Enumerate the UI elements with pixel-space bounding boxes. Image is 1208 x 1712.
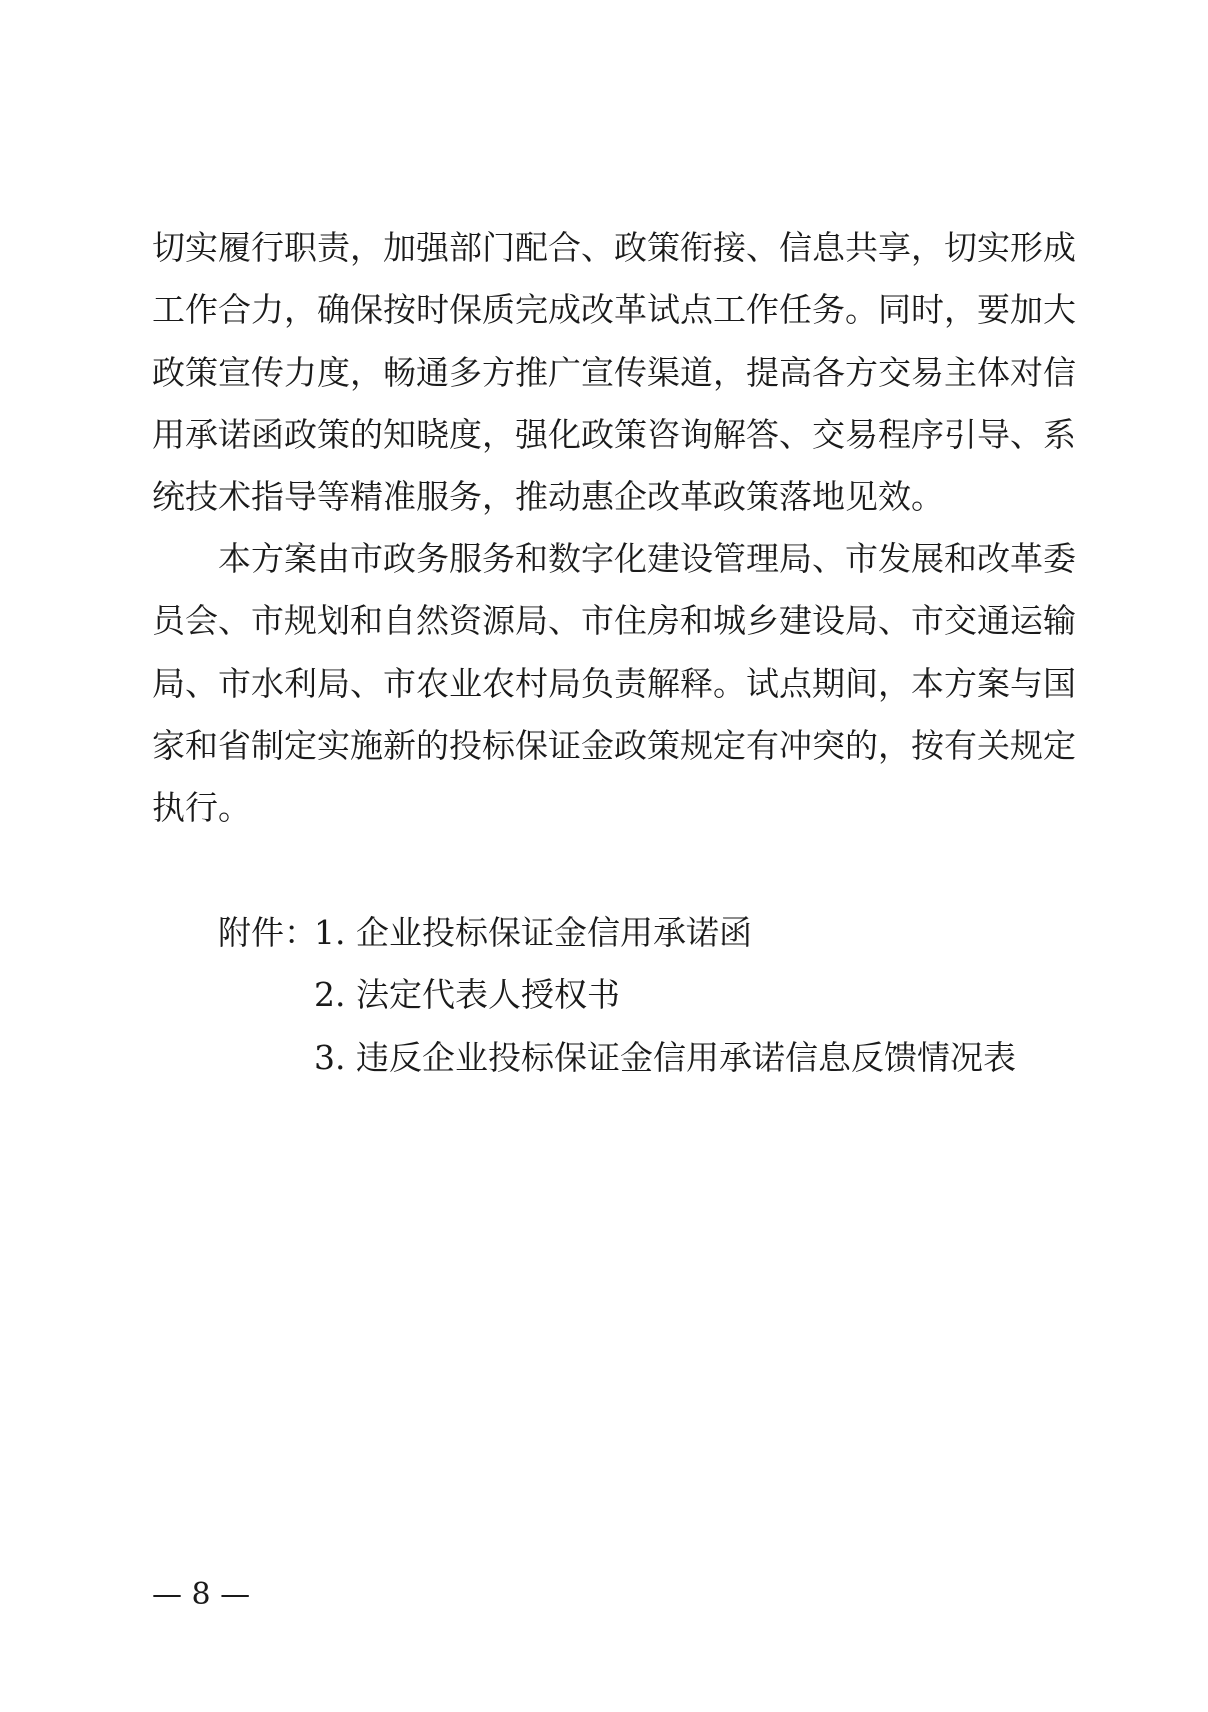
paragraph-1-line-1: 切实履行职责，加强部门配合、政策衔接、信息共享，切实形成 bbox=[152, 228, 1076, 267]
paragraph-1-line-3: 政策宣传力度，畅通多方推广宣传渠道，提高各方交易主体对信 bbox=[152, 353, 1076, 392]
paragraph-1-line-2: 工作合力，确保按时保质完成改革试点工作任务。同时，要加大 bbox=[152, 290, 1076, 329]
attachments-label: 附件： bbox=[218, 913, 317, 952]
paragraph-2-line-1: 本方案由市政务服务和数字化建设管理局、市发展和改革委 bbox=[218, 539, 1076, 578]
paragraph-2-line-2: 员会、市规划和自然资源局、市住房和城乡建设局、市交通运输 bbox=[152, 601, 1076, 640]
paragraph-1-line-4: 用承诺函政策的知晓度，强化政策咨询解答、交易程序引导、系 bbox=[152, 415, 1076, 454]
paragraph-1-line-5: 统技术指导等精准服务，推动惠企改革政策落地见效。 bbox=[152, 477, 944, 516]
attachment-item-2: 2. 法定代表人授权书 bbox=[314, 975, 620, 1014]
page-number: — 8 — bbox=[152, 1577, 251, 1612]
attachment-item-1: 1. 企业投标保证金信用承诺函 bbox=[314, 913, 752, 952]
paragraph-2-line-5: 执行。 bbox=[152, 788, 251, 827]
paragraph-2-line-3: 局、市水利局、市农业农村局负责解释。试点期间，本方案与国 bbox=[152, 664, 1076, 703]
paragraph-2-line-4: 家和省制定实施新的投标保证金政策规定有冲突的，按有关规定 bbox=[152, 726, 1076, 765]
attachment-item-3: 3. 违反企业投标保证金信用承诺信息反馈情况表 bbox=[314, 1038, 1016, 1077]
